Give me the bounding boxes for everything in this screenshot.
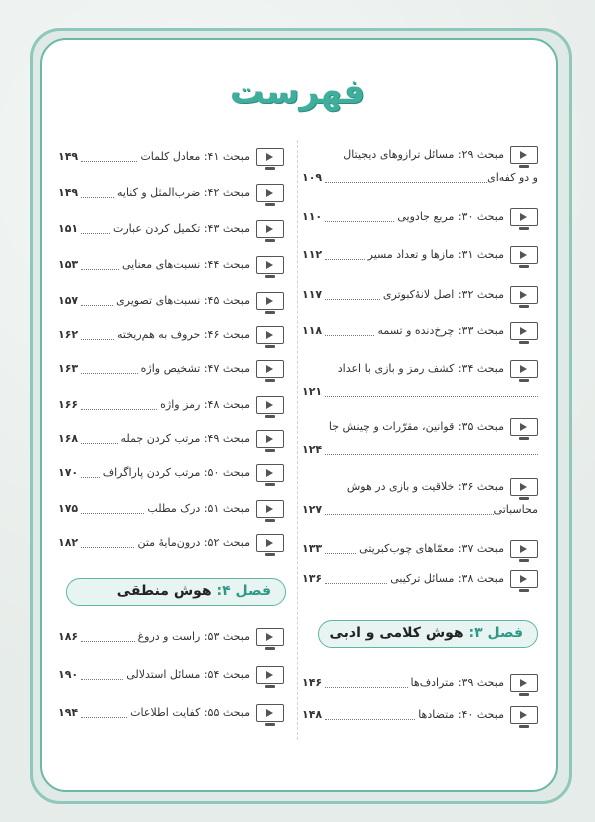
toc-entry[interactable]: [58, 430, 284, 448]
page-number: ۱۳۶: [302, 572, 323, 585]
dot-leader: [81, 400, 157, 410]
column-divider: [297, 140, 298, 740]
entry-label: مبحث ۵۳: راست و دروغ: [137, 630, 250, 643]
video-play-icon: [510, 570, 538, 588]
page-number: ۱۳۳: [302, 542, 323, 555]
video-play-icon: [256, 628, 284, 646]
toc-entry[interactable]: [58, 396, 284, 414]
entry-label: مبحث ۵۴: مسائل استدلالی: [126, 668, 250, 681]
dot-leader: [325, 544, 356, 554]
dot-leader: [81, 152, 137, 162]
page-number: ۱۹۴: [58, 706, 79, 719]
video-play-icon: [510, 246, 538, 264]
entry-label: مبحث ۴۳: تکمیل کردن عبارت: [113, 222, 250, 235]
dot-leader: [325, 574, 387, 584]
chapter-4-heading[interactable]: [66, 578, 286, 606]
page-number: ۱۱۰: [302, 210, 323, 223]
dot-leader: [325, 387, 538, 397]
entry-label: مبحث ۳۲: اصل لانۀ‌کبوتری: [382, 288, 504, 301]
toc-entry[interactable]: [58, 464, 284, 482]
toc-entry[interactable]: [58, 220, 284, 238]
dot-leader: [81, 260, 119, 270]
video-play-icon: [256, 326, 284, 344]
entry-label: مبحث ۳۳: چرخ‌دنده و تسمه: [377, 324, 504, 337]
page-number: ۱۵۱: [58, 222, 79, 235]
page-number: ۱۴۸: [302, 708, 323, 721]
dot-leader: [81, 224, 110, 234]
page-number: ۱۲۷: [302, 503, 323, 516]
page-number: ۱۹۰: [58, 668, 79, 681]
chapter-3-heading[interactable]: [318, 620, 538, 648]
page-number: ۱۲۴: [302, 443, 323, 456]
dot-leader: [325, 505, 493, 515]
dot-leader: [81, 468, 100, 478]
entry-continuation: و دو کفه‌ای: [487, 171, 538, 184]
video-play-icon: [256, 220, 284, 238]
dot-leader: [81, 364, 137, 374]
page-number: ۱۸۶: [58, 630, 79, 643]
entry-label: مبحث ۳۵: قوانین، مقرّرات و چینش جا: [328, 420, 504, 433]
page-number: ۱۶۶: [58, 398, 79, 411]
entry-label: مبحث ۳۹: مترادف‌ها: [410, 676, 504, 689]
toc-entry[interactable]: [58, 256, 284, 274]
toc-entry[interactable]: [58, 148, 284, 166]
entry-label: مبحث ۳۷: معمّاهای چوب‌کبریتی: [359, 542, 504, 555]
video-play-icon: [256, 360, 284, 378]
video-play-icon: [510, 540, 538, 558]
dot-leader: [81, 434, 117, 444]
chapter-name: هوش کلامی و ادبی: [329, 625, 464, 641]
video-play-icon: [256, 396, 284, 414]
page-number: ۱۱۷: [302, 288, 323, 301]
video-play-icon: [256, 464, 284, 482]
chapter-number: فصل ۳:: [468, 625, 523, 641]
toc-entry[interactable]: [302, 418, 538, 458]
page-number: ۱۴۹: [58, 150, 79, 163]
video-play-icon: [510, 208, 538, 226]
video-play-icon: [510, 146, 538, 164]
entry-continuation: محاسباتی: [493, 503, 538, 516]
video-play-icon: [256, 184, 284, 202]
dot-leader: [81, 296, 113, 306]
page-number: ۱۵۷: [58, 294, 79, 307]
entry-label: مبحث ۴۴: نسبت‌های معنایی: [121, 258, 250, 271]
video-play-icon: [256, 292, 284, 310]
video-play-icon: [256, 534, 284, 552]
toc-entry[interactable]: [302, 208, 538, 226]
toc-entry[interactable]: [302, 146, 538, 186]
page-number: ۱۴۹: [58, 186, 79, 199]
entry-label: مبحث ۲۹: مسائل ترازوهای دیجیتال: [343, 148, 504, 161]
toc-entry[interactable]: [302, 478, 538, 518]
dot-leader: [325, 173, 487, 183]
page-number: ۱۸۲: [58, 536, 79, 549]
toc-entry[interactable]: [58, 666, 284, 684]
toc-entry[interactable]: [302, 540, 538, 558]
video-play-icon: [510, 286, 538, 304]
dot-leader: [81, 632, 134, 642]
video-play-icon: [256, 500, 284, 518]
page-number: ۱۴۶: [302, 676, 323, 689]
dot-leader: [81, 330, 114, 340]
toc-entry[interactable]: [302, 570, 538, 588]
entry-label: مبحث ۴۸: رمز واژه: [160, 398, 250, 411]
toc-entry[interactable]: [58, 500, 284, 518]
dot-leader: [325, 445, 538, 455]
toc-entry[interactable]: [58, 628, 284, 646]
toc-entry[interactable]: [58, 184, 284, 202]
entry-label: مبحث ۴۷: تشخیص واژه: [140, 362, 250, 375]
entry-label: مبحث ۴۵: نسبت‌های تصویری: [116, 294, 250, 307]
video-play-icon: [510, 418, 538, 436]
dot-leader: [325, 710, 415, 720]
page-number: ۱۶۳: [58, 362, 79, 375]
page-number: ۱۰۹: [302, 171, 323, 184]
dot-leader: [325, 326, 374, 336]
entry-label: مبحث ۴۱: معادل کلمات: [140, 150, 250, 163]
toc-entry[interactable]: [58, 326, 284, 344]
toc-entry[interactable]: [302, 360, 538, 400]
video-play-icon: [510, 674, 538, 692]
entry-label: مبحث ۳۱: مازها و تعداد مسیر: [367, 248, 504, 261]
page-number: ۱۷۵: [58, 502, 79, 515]
video-play-icon: [510, 322, 538, 340]
entry-label: مبحث ۳۸: مسائل ترکیبی: [390, 572, 504, 585]
toc-entry[interactable]: [58, 292, 284, 310]
toc-entry[interactable]: [302, 286, 538, 304]
entry-label: مبحث ۴۰: متضادها: [418, 708, 504, 721]
entry-label: مبحث ۵۱: درک مطلب: [147, 502, 250, 515]
page-number: ۱۷۰: [58, 466, 79, 479]
entry-label: مبحث ۵۰: مرتب کردن پاراگراف: [102, 466, 250, 479]
dot-leader: [325, 290, 380, 300]
dot-leader: [325, 678, 407, 688]
video-play-icon: [510, 360, 538, 378]
entry-label: مبحث ۴۹: مرتب کردن جمله: [120, 432, 250, 445]
entry-label: مبحث ۴۲: ضرب‌المثل و کنایه: [116, 186, 250, 199]
video-play-icon: [510, 478, 538, 496]
video-play-icon: [510, 706, 538, 724]
chapter-name: هوش منطقی: [116, 583, 212, 599]
toc-entry[interactable]: [58, 360, 284, 378]
page-number: ۱۶۸: [58, 432, 79, 445]
entry-label: مبحث ۵۵: کفایت اطلاعات: [130, 706, 250, 719]
toc-entry[interactable]: [302, 246, 538, 264]
page-title: فهرست: [229, 72, 366, 112]
entry-label: مبحث ۳۴: کشف رمز و بازی با اعداد: [337, 362, 504, 375]
page-number: ۱۱۲: [302, 248, 323, 261]
video-play-icon: [256, 430, 284, 448]
toc-entry[interactable]: [302, 322, 538, 340]
toc-entry[interactable]: [58, 704, 284, 722]
entry-label: مبحث ۴۶: حروف به هم‌ریخته: [116, 328, 250, 341]
video-play-icon: [256, 256, 284, 274]
dot-leader: [325, 250, 364, 260]
page-number: ۱۶۲: [58, 328, 79, 341]
entry-label: مبحث ۵۲: درون‌مایۀ متن: [137, 536, 250, 549]
video-play-icon: [256, 666, 284, 684]
page-number: ۱۲۱: [302, 385, 323, 398]
dot-leader: [81, 504, 144, 514]
dot-leader: [325, 212, 394, 222]
toc-entry[interactable]: [58, 534, 284, 552]
video-play-icon: [256, 148, 284, 166]
dot-leader: [81, 670, 123, 680]
entry-label: مبحث ۳۶: خلاقیت و بازی در هوش: [346, 480, 504, 493]
toc-entry[interactable]: [302, 674, 538, 692]
page-number: ۱۵۳: [58, 258, 79, 271]
toc-entry[interactable]: [302, 706, 538, 724]
video-play-icon: [256, 704, 284, 722]
dot-leader: [81, 188, 114, 198]
page-number: ۱۱۸: [302, 324, 323, 337]
dot-leader: [81, 538, 134, 548]
chapter-number: فصل ۴:: [216, 583, 271, 599]
dot-leader: [81, 708, 127, 718]
entry-label: مبحث ۳۰: مربع جادویی: [397, 210, 504, 223]
